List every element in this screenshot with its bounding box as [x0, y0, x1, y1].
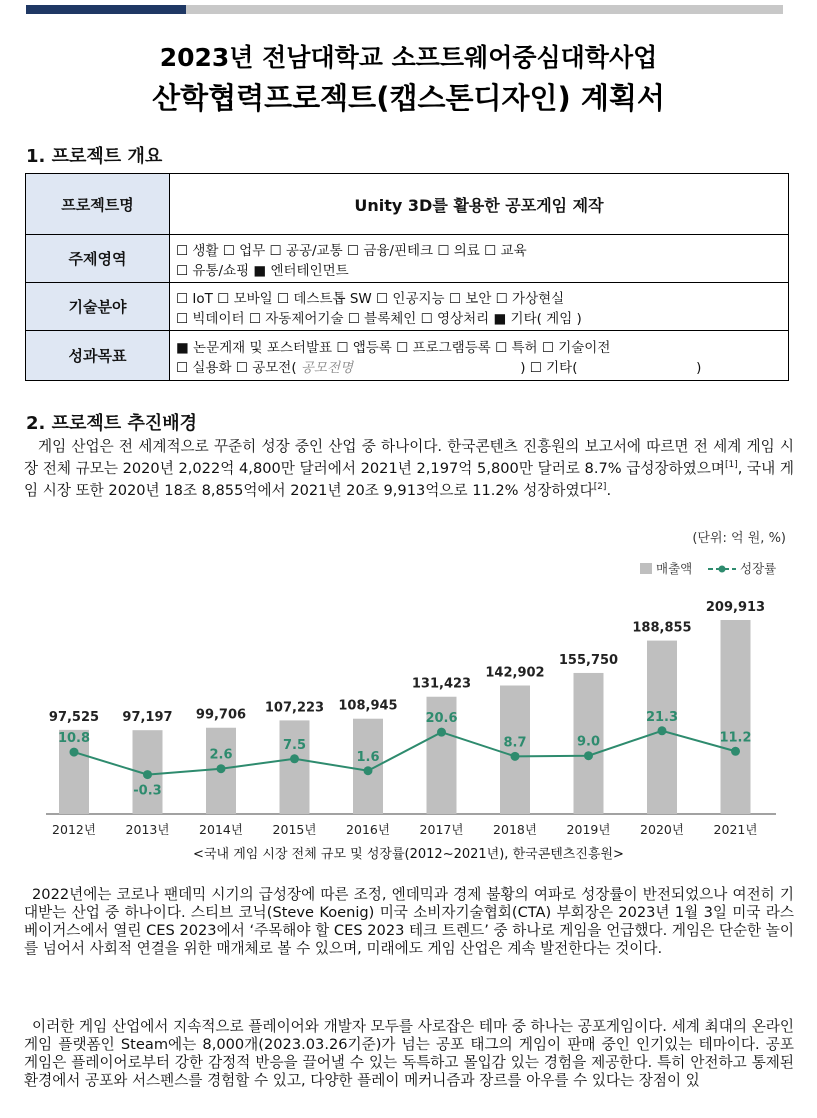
growth-label-5: 20.6 — [425, 711, 458, 727]
x-tick-label-7: 2019년 — [566, 822, 611, 837]
header-bar — [26, 5, 783, 14]
tech-line1: ☐ IoT ☐ 모바일 ☐ 데스트톱 SW ☐ 인공지능 ☐ 보안 ☐ 가상현실 — [176, 290, 565, 307]
growth-point-1 — [143, 770, 152, 779]
legend-bar-swatch — [640, 563, 652, 574]
x-tick-label-8: 2020년 — [640, 822, 684, 837]
bar-label-5: 131,423 — [411, 676, 472, 692]
goal-options — [170, 331, 789, 381]
bar-label-2: 99,706 — [195, 707, 247, 723]
goal-line2-mid: ) ☐ 기타( — [520, 359, 578, 376]
project-name-value: Unity 3D를 활용한 공포게임 제작 — [170, 174, 789, 235]
topic-line2: ☐ 유통/쇼핑 ■ 엔터테인먼트 — [176, 262, 349, 279]
header-accent — [26, 5, 186, 14]
growth-label-6: 8.7 — [503, 735, 527, 751]
tech-line2: ☐ 빅데이터 ☐ 자동제어기술 ☐ 블록체인 ☐ 영상처리 ■ 기타( 게임 ) — [176, 310, 582, 327]
bar-label-9: 209,913 — [705, 600, 766, 615]
goal-line2-end: ) — [696, 359, 702, 376]
growth-point-2 — [217, 764, 226, 773]
legend-line-label: 성장률 — [740, 561, 777, 576]
doc-title-line2: 산학협력프로젝트(캡스톤디자인) 계획서 — [152, 81, 665, 115]
p1-text: 게임 산업은 전 세계적으로 꾸준히 성장 중인 산업 중 하나이다. 한국콘텐츠 진흥원의 보고서에 따르면 전 세계 게임 시장 전체 규모는 2020년 2,022억 4,800만 달러에서 2021년 2,197억 5,800만 달러로 8.7% 급성장하였으며 — [24, 438, 794, 477]
paragraph-2: 2022년에는 코로나 팬데믹 시기의 급성장에 따른 조정, 엔데믹과 경제 불황의 여파로 성장률이 반전되었으나 여전히 기대받는 산업 중 하나이다. 스티브 코닉(Steve Koenig) 미국 소비자기술협회(CTA) 부회장은 2023년 1월 3일 미국 라스베이거스에서 열린 CES 2023에서 ‘주목해야 할 CES 2023 테크 트렌드’ 중 하나로 게임을 언급했다. 게임은 단순한 놀이를 넘어서 사회적 연결을 위한 매개체로 볼 수 있으며, 미래에도 게임 산업은 계속 발전한다는 것이다. — [24, 886, 794, 957]
goal-line2-start: ☐ 실용화 ☐ 공모전( — [176, 359, 297, 376]
growth-label-4: 1.6 — [356, 749, 380, 765]
growth-point-7 — [584, 751, 593, 760]
p1-text-end: . — [606, 481, 612, 499]
bar-label-3: 107,223 — [264, 700, 325, 716]
growth-label-9: 11.2 — [719, 730, 752, 746]
growth-point-3 — [290, 754, 299, 763]
growth-point-8 — [658, 726, 667, 735]
bar-9 — [721, 620, 751, 814]
legend-bar-label: 매출액 — [656, 561, 693, 576]
contest-name-placeholder: 공모전명 — [300, 359, 354, 376]
legend-line-marker — [719, 566, 726, 573]
growth-point-0 — [70, 748, 79, 757]
goal-line2 — [176, 356, 782, 376]
game-market-chart — [26, 520, 796, 842]
bar-label-8: 188,855 — [632, 620, 692, 636]
reference-2: [2] — [593, 481, 607, 492]
growth-rate-line — [74, 731, 736, 775]
growth-label-3: 7.5 — [282, 737, 307, 753]
growth-point-4 — [364, 766, 373, 775]
x-tick-label-5: 2017년 — [419, 822, 464, 837]
reference-1: [1] — [724, 460, 738, 470]
growth-point-6 — [511, 752, 520, 761]
x-tick-label-4: 2016년 — [346, 822, 390, 837]
bar-label-1: 97,197 — [122, 710, 173, 726]
growth-point-9 — [731, 747, 740, 756]
growth-label-0: 10.8 — [57, 731, 91, 747]
x-tick-label-9: 2021년 — [713, 822, 758, 837]
tech-label: 기술분야 — [26, 283, 170, 331]
bar-label-7: 155,750 — [558, 652, 619, 668]
chart-unit-note: (단위: 억 원, %) — [692, 531, 786, 546]
overview-table — [25, 173, 789, 381]
bar-label-0: 97,525 — [48, 709, 100, 725]
goal-line1: ■ 논문게재 및 포스터발표 ☐ 앱등록 ☐ 프로그램등록 ☐ 특허 ☐ 기술이전 — [176, 339, 611, 356]
growth-point-5 — [437, 728, 446, 737]
topic-label: 주제영역 — [26, 235, 170, 283]
growth-label-8: 21.3 — [645, 709, 679, 725]
section1-heading: 1. 프로젝트 개요 — [26, 146, 163, 167]
bar-3 — [280, 720, 310, 814]
x-tick-label-1: 2013년 — [125, 822, 170, 837]
paragraph-1 — [24, 438, 794, 500]
x-tick-label-0: 2012년 — [52, 822, 96, 837]
x-tick-label-6: 2018년 — [493, 822, 537, 837]
topic-options — [170, 235, 789, 283]
p1-text-cont: , 국내 게임 시장 또한 2020년 18조 8,855억에서 2021년 20조 9,913억으로 11.2% 성장하였다 — [24, 459, 794, 499]
doc-title-line1: 2023년 전남대학교 소프트웨어중심대학사업 — [159, 43, 658, 72]
x-tick-label-2: 2014년 — [199, 822, 243, 837]
tech-options — [170, 283, 789, 331]
growth-label-1: -0.3 — [133, 783, 162, 799]
growth-label-7: 9.0 — [576, 734, 601, 750]
bar-label-6: 142,902 — [485, 665, 545, 681]
x-tick-label-3: 2015년 — [272, 822, 317, 837]
project-name-label: 프로젝트명 — [26, 174, 170, 235]
goal-label: 성과목표 — [26, 331, 170, 381]
paragraph-3: 이러한 게임 산업에서 지속적으로 플레이어와 개발자 모두를 사로잡은 테마 중 하나는 공포게임이다. 세계 최대의 온라인 게임 플랫폼인 Steam에는 8,000개(2023.03.26기준)가 넘는 공포 태그의 게임이 판매 중인 인기있는 테마이다. 공포 게임은 플레이어로부터 강한 감정적 반응을 끌어낼 수 있는 독특하고 몰입감 있는 경험을 제공한다. 특히 안전하고 통제된 환경에서 공포와 서스펜스를 경험할 수 있고, 다양한 플레이 메커니즘과 장르를 아우를 수 있다는 장점이 있 — [24, 1018, 794, 1089]
growth-label-2: 2.6 — [209, 747, 233, 763]
section2-heading: 2. 프로젝트 추진배경 — [26, 413, 197, 434]
topic-line1: ☐ 생활 ☐ 업무 ☐ 공공/교통 ☐ 금융/핀테크 ☐ 의료 ☐ 교육 — [176, 242, 527, 259]
bar-label-4: 108,945 — [338, 698, 398, 714]
chart-caption: <국내 게임 시장 전체 규모 및 성장률(2012~2021년), 한국콘텐츠진흥원> — [193, 847, 624, 862]
